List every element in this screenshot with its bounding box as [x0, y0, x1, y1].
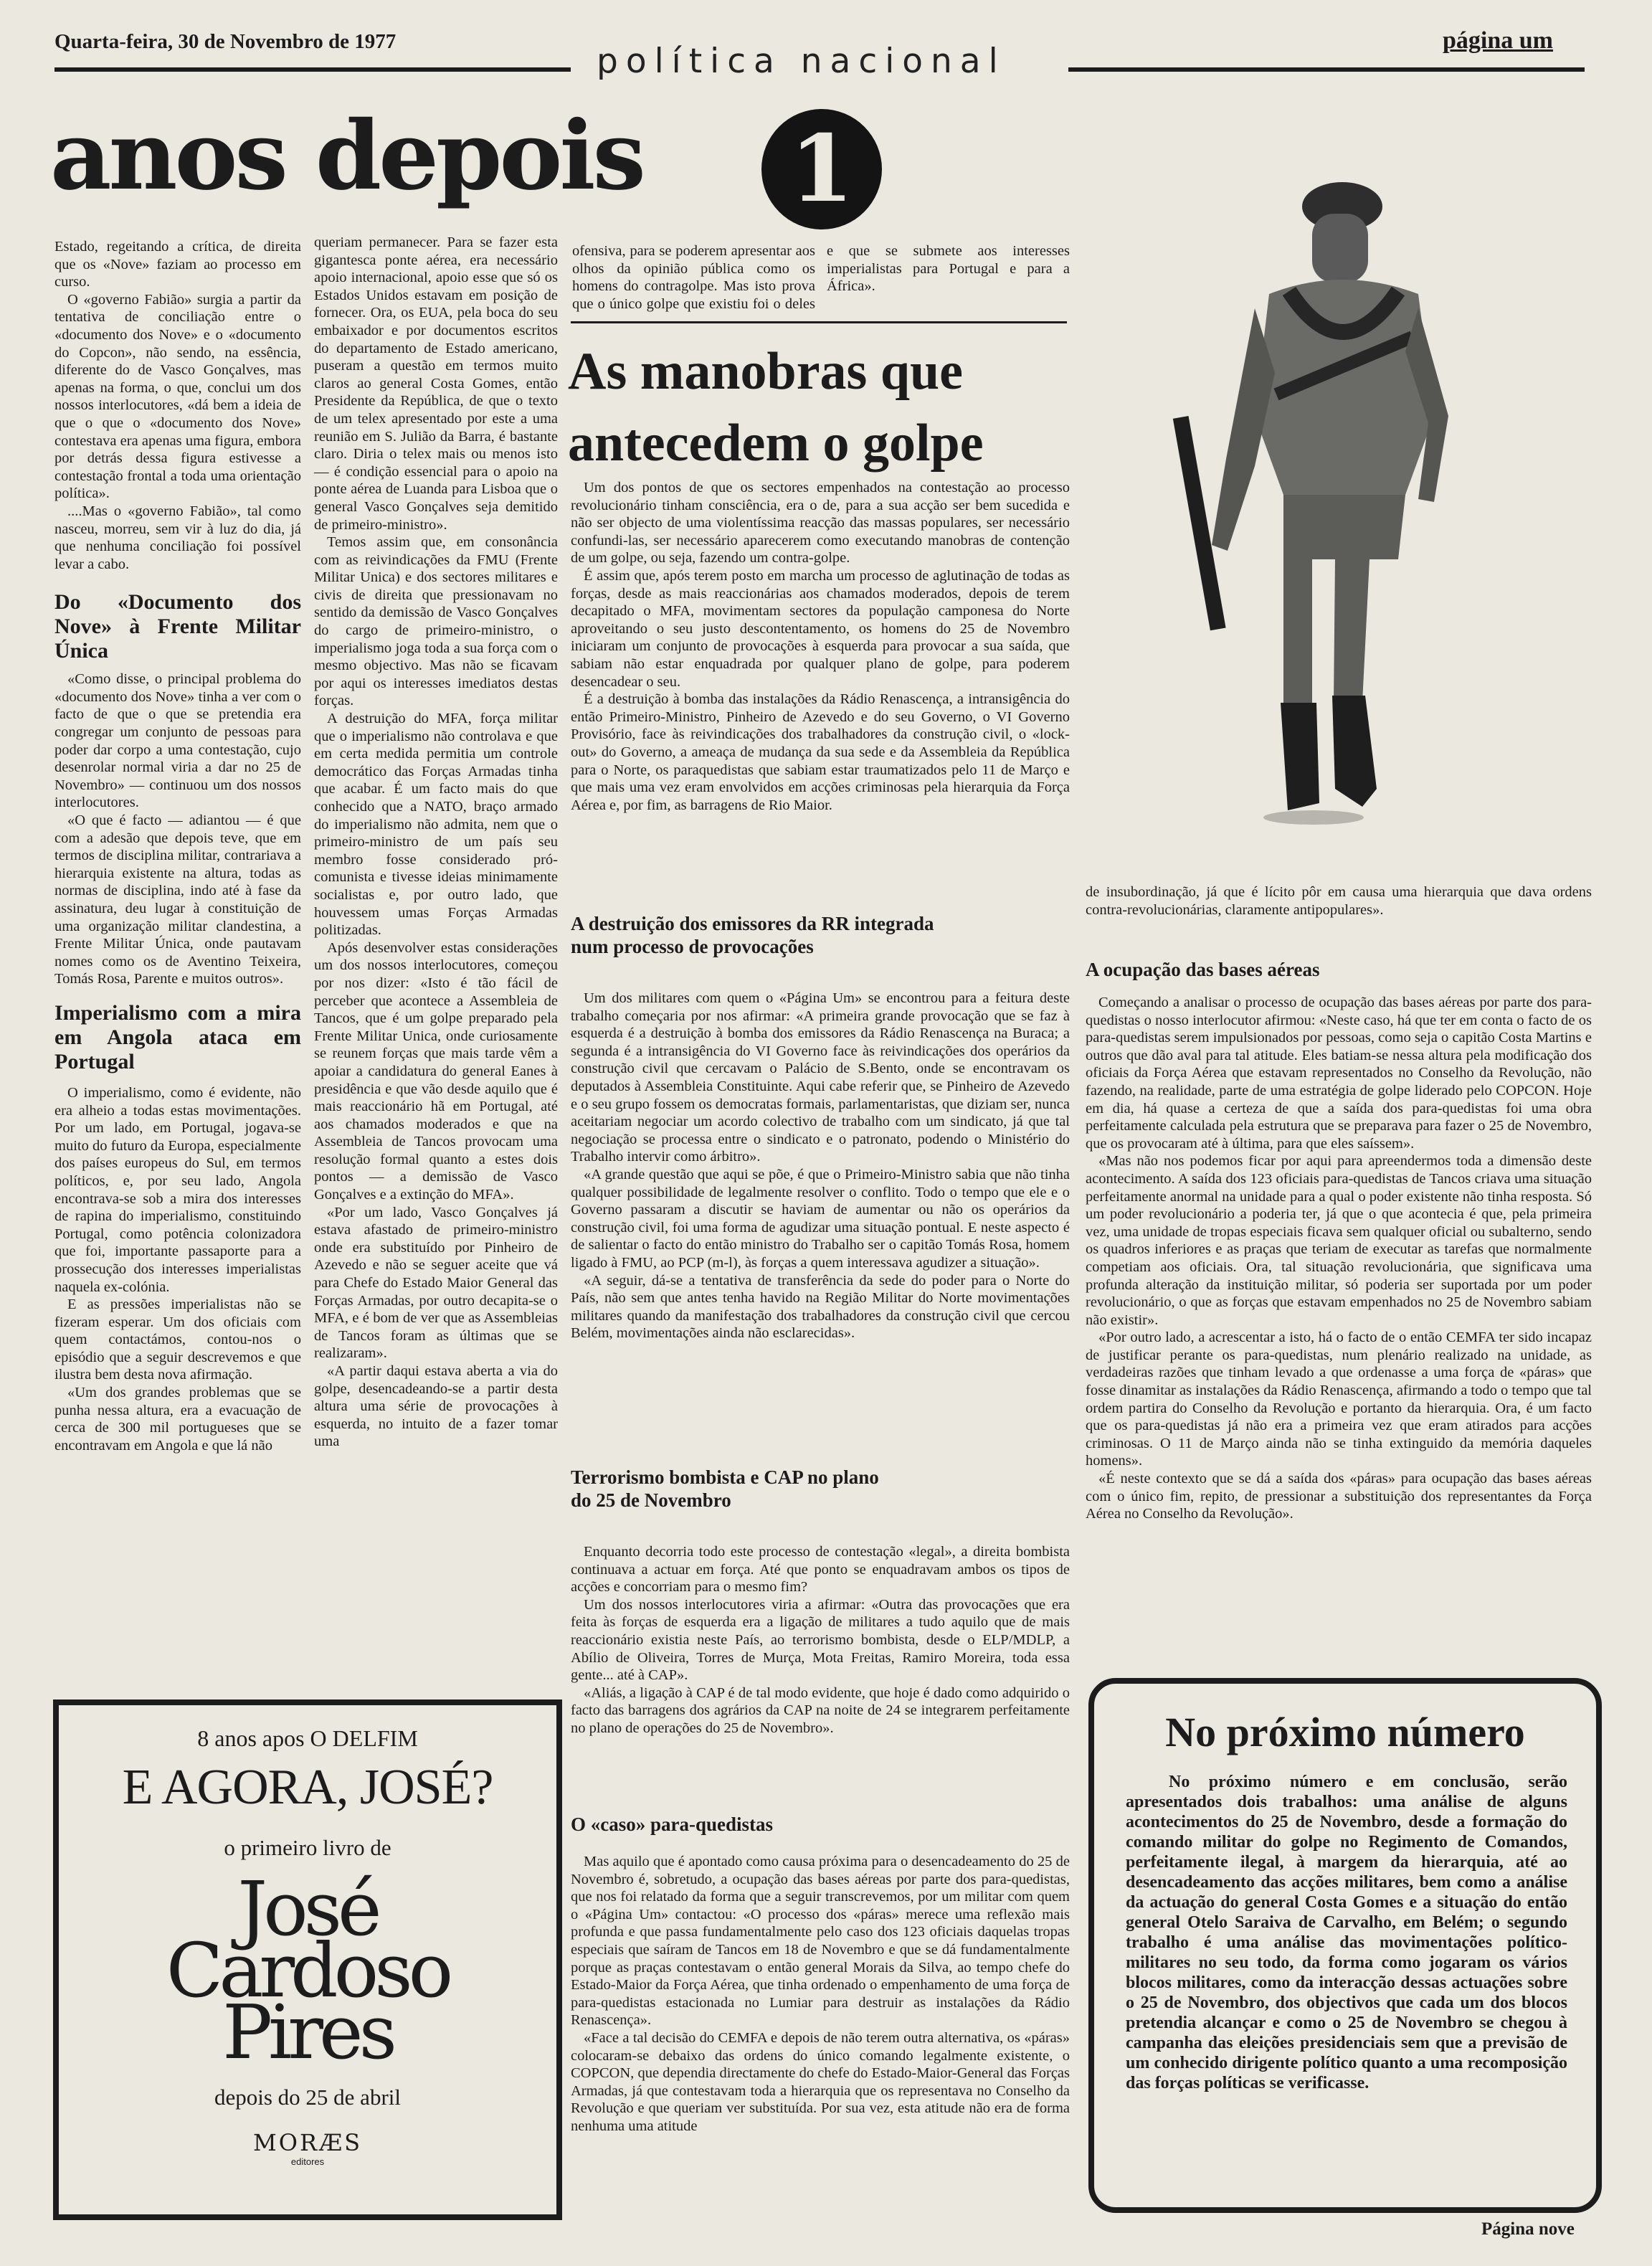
section-title: política nacional [597, 42, 1006, 81]
column-3-top [572, 242, 1070, 313]
next-issue-box [1088, 1678, 1602, 2213]
paragraph: «Um dos grandes problemas que se punha nessa altura, era a evacuação de cerca de 300 mil portugueses que se encontravam em Angola e que lá não [54, 1385, 301, 1454]
paragraph: «A seguir, dá-se a tentativa de transferência da sede do poder para o Norte do País, não sem que antes tenha havido na Região Militar do Norte movimentações militares quando da manifestação dos trabalhadores da construção civil que cercou Belém, movimentações ainda não esclarecidas». [571, 1272, 1070, 1342]
paragraph: E as pressões imperialistas não se fizeram esperar. Um dos oficiais com quem contactámos, contou-nos o episódio que a seguir descrevemos e que ilustra bem desta nova afirmação. [54, 1296, 301, 1383]
subheading: Do «Documento dos Nove» à Frente Militar Única [54, 590, 301, 663]
column-4-lead [1086, 883, 1592, 919]
paragraph: É assim que, após terem posto em marcha um processo de aglutinação de todas as forças, desde as mais reaccionárias aos chamados moderados, depois de terem decapitado o MFA, movimentam sectores da população camponesa do Norte aproveitando o seu justo descontentamento, os homens do 25 de Novembro iniciaram um conjunto de provocações à esquerda para provocar a sua saída, que sabiam não estar enquadrada por qualquer plano de golpe, para poderem desencadear o seu. [571, 567, 1070, 690]
advert-author [59, 1865, 556, 2076]
publisher-subtitle: editores [290, 2156, 325, 2167]
paragraph: Um dos militares com quem o «Página Um» se encontrou para a feitura deste trabalho começaria por nos afirmar: «A primeira grande provocação que se faz à esquerda é a destruição à bomba dos emissores da Rádio Renascença na Buraca; a segunda é a intransigência do VI Governo face às reivindicações dos operários da construção civil que cercavam o Palácio de S.Bento, onde se encontravam os deputados à Assembleia Constituinte. Aqui cabe referir que, se Pinheiro de Azevedo e o seu grupo fossem os democratas formais, parlamentaristas, que diziam ser, nunca aceitariam negociar um acordo colectivo de trabalho com um sindicato, já que tal negociação se processa entre o sindicato e o patronato, podendo o Ministério do Trabalho intervir como árbitro». [571, 990, 1070, 1165]
paragraph: «Aliás, a ligação à CAP é de tal modo evidente, que hoje é dado como adquirido o facto das barragens dos agrários da CAP na noite de 24 se integrarem perfeitamente no plano de operações do 25 de Novembro». [571, 1684, 1070, 1736]
article-divider [571, 321, 1067, 323]
paragraph: «Como disse, o principal problema do «documento dos Nove» tinha a ver com o facto de que o que se pretendia era congregar um conjunto de pessoas para poder dar corpo a uma contestação, cujo desenrolar normal viria a dar no 25 de Novembro» — continuou um dos nossos interlocutores. [54, 671, 301, 811]
advert-book-title: E AGORA, JOSÉ? [122, 1760, 493, 1815]
paragraph: Enquanto decorria todo este processo de contestação «legal», a direita bombista continuava a actuar em força. Até que ponto se enquadravam ambos os tipos de acções e concorriam para o mesmo fim? [571, 1544, 1070, 1596]
paragraph: Após desenvolver estas considerações um dos nossos interlocutores, começou por nos dizer: «Isto é tão fácil de perceber que acontece a Assembleia de Tancos, que é um golpe preparado pela Frente Militar Unica, onde curiosamente se reunem forças que mais tarde vêm a apoiar a candidatura do general Eanes à presidência e que vão desde aquilo que é mais reaccionário hã em Portugal, até aos chamados moderados e que na Assembleia de Tancos provocam uma resolução formal quanto a estes dois pontos — a demissão de Vasco Gonçalves e a extinção do MFA». [314, 939, 558, 1203]
paragraph: «Mas não nos podemos ficar por aqui para apreendermos toda a dimensão deste acontecimento. A saída dos 123 oficiais para-quedistas de Tancos criava uma situação perfeitamente anormal na unidade para a qual o poder existente não tinha resposta. Só um poder revolucionário a poderia ter, já que o que acontecia é que, pela primeira vez, uma unidade de tropas especiais ficava sem qualquer oficial ou subalterno, sendo os quadros inferiores e as praças que teriam de executar as tarefas que normalmente competiam aos oficiais. Ora, tal situação revolucionária, que significava uma profunda alteração da instituição militar, só poderia ser suportada por um poder revolucionário, o que as forças que estavam empenhados no 25 de Novembro sabiam não existir». [1086, 1153, 1592, 1328]
paragraph: O imperialismo, como é evidente, não era alheio a todas estas movimentações. Por um lado, em Portugal, jogava-se muito do futuro da Europa, especialmente dos países europeus do Sul, em termos políticos, e, por seu lado, Angola encontrava-se sob a mira dos interesses de rapina do imperialismo, constituindo Portugal, como potência colonizadora que foi, importante passaporte para a prossecução dos interesses imperialistas naquela ex-colónia. [54, 1084, 301, 1295]
soldier-photo [1147, 158, 1520, 839]
paragraph: Mas aquilo que é apontado como causa próxima para o desencadeamento do 25 de Novembro é, sobretudo, a ocupação das bases aéreas por parte dos para-quedistas, que nos foi relatado da forma que a seguir transcrevemos, por um militar com quem o «Página Um» contactou: «O processo dos «páras» merece uma reflexão mais profunda e que passa fundamentalmente pelo caso dos 123 oficiais daquelas tropas especiais que saíram de Tancos em 18 de Novembro e que se dá fundamentalmente porque as praças contestavam o então general Morais da Silva, ao tempo chefe do Estado-Maior da Força Aérea, que tinha ordenado o empenhamento de uma força de para-quedistas estacionada no Lumiar para destruir as instalações da Rádio Renascença». [571, 1854, 1070, 2029]
paragraph: Um dos pontos de que os sectores empenhados na contestação ao processo revolucionário tinham consciência, era o de, para a sua acção ser bem sucedida e não ser objecto de uma violentíssima reacção das massas populares, ser necessário confundi-las, ser necessário aparecerem como executando manobras de contenção de um golpe, ou seja, fazendo um contra-golpe. [571, 480, 1070, 566]
paragraph: «A partir daqui estava aberta a via do golpe, desencadeando-se a partir desta altura uma série de provocações à esquerda, no intuito de a fazer tomar uma [314, 1363, 558, 1450]
page-label: página um [1443, 27, 1553, 54]
paragraph: ....Mas o «governo Fabião», tal como nasceu, morreu, sem vir à luz do dia, já que nenhuma conciliação foi possível levar a cabo. [54, 503, 301, 572]
publisher-logo: MORÆS [252, 2129, 363, 2156]
headline-number-badge: 1 [761, 109, 882, 229]
article-section-terror [571, 1543, 1070, 1738]
article-section-caso [571, 1853, 1070, 2135]
subheading: A ocupação das bases aéreas [1086, 959, 1320, 980]
paragraph: O «governo Fabião» surgia a partir da tentativa de conciliação entre o «documento dos Nove» e o «documento do Copcon», não sendo, na essência, diferente do de Vasco Gonçalves, mas apenas na forma, o que, conclui um dos nossos interlocutores, «dá bem a ideia de que o que o «documento dos Nove» contestava era apenas uma figura, embora por detrás dessa figura estivesse a contestação frontal a toda uma orientação política». [54, 291, 301, 502]
paragraph: queriam permanecer. Para se fazer esta gigantesca ponte aérea, era necessário apoio internacional, apoio esse que só os Estados Unidos estavam em posição de fornecer. Ora, os EUA, pela boca do seu embaixador e por documentos escritos do departamento de Estado americano, puseram a questão em termos muito claros ao general Costa Gomes, então Presidente da República, de que o texto de um telex apresentado por este a uma reunião em S. Julião da Barra, é bastante claro. Diria o telex mais ou menos isto — é condição essencial para o apoio na ponte aérea de Luanda para Lisboa que o general Vasco Gonçalves seja demitido de primeiro-ministro». [314, 234, 558, 533]
paragraph: Um dos nossos interlocutores viria a afirmar: «Outra das provocações que era feita às forças de esquerda era a ligação de militares a tudo aquilo que de mais reaccionário existia neste País, ao terrorismo bombista, desde o ELP/MDLP, a Abílio de Oliveira, Torres de Murça, Mota Freitas, Ramiro Moreira, toda essa gente... até à CAP». [571, 1596, 1070, 1684]
paragraph: «Por outro lado, a acrescentar a isto, há o facto de o então CEMFA ter sido incapaz de justificar perante os para-quedistas, num plenário realizado na unidade, as verdadeiras razões que tinham levado a que ordenasse a uma força de «páras» que fosse dinamitar as instalações da Rádio Renascença, afirmando a todo o tempo que tal ordem partira do Conselho da Revolução e portanto da hierarquia. Ora, é um facto que os para-quedistas já não era a primeira vez que eram atirados para acções criminosas. O 11 de Março ainda não se tinha extinguido da memória daqueles homens». [1086, 1329, 1592, 1469]
paragraph: ofensiva, para se poderem apresentar aos olhos da opinião pública como os homens do contragolpe. Mas isto prova que o único golpe que existiu foi o deles e que se submete aos interesses imperialistas para Portugal e para a África». [572, 243, 1070, 312]
advert-line: o primeiro livro de [224, 1835, 391, 1860]
book-advert [53, 1700, 562, 2220]
next-issue-body: No próximo número e em conclusão, serão apresentados dois trabalhos: uma análise de alguns acontecimentos do 25 de Novembro, desde a formação do comando militar do golpe no Regimento de Comandos, perfeitamente ilegal, à margem da hierarquia, até ao desencadeamento das acções militares, bem como a análise da actuação do general Costa Gomes e a situação do então general Otelo Saraiva de Carvalho, em Belém; o segundo trabalho é uma análise das movimentações político-militares no seu todo, da forma como jogaram os vários blocos militares, como da interacção dessas actuações sobre o 25 de Novembro, dos objectivos que cada um dos blocos pretendia alcançar e como o 25 de Novembro se chegou à campanha das eleições presidenciais sem que a previsão de um conhecido dirigente político quanto a uma recomposição das forças políticas se verificasse. [1126, 1773, 1567, 2092]
advert-line: depois do 25 de abril [214, 2085, 401, 2110]
paragraph: «Por um lado, Vasco Gonçalves já estava afastado de primeiro-ministro onde era substituído por Pinheiro de Azevedo e não se seguer aceite que vá para Chefe do Estado Maior General das Forças Armadas, por outro decapita-se o MFA, e é bom de ver que as Assembleias de Tancos foram as últimas que se realizaram». [314, 1204, 558, 1362]
article-title: As manobras que antecedem o golpe [568, 342, 984, 473]
paragraph: Temos assim que, em consonância com as reivindicações da FMU (Frente Militar Unica) e dos sectores militares e civis de direita que pressionavam no sentido da demissão de Vasco Gonçalves do cargo de primeiro-ministro, o imperialismo joga toda a sua força com o mesmo objectivo. Mas não se ficavam por aqui os interesses imediatos destas forças. [314, 534, 558, 709]
column-1 [54, 238, 301, 1454]
paragraph: É a destruição à bomba das instalações da Rádio Renascença, a intransigência do então Primeiro-Ministro, Pinheiro de Azevedo e do seu Governo, o VI Governo Provisório, face às reivindicações dos trabalhadores da construção civil, o «lock-out» do Governo, a ameaça de mudança da sua sede e da Assembleia da República para o Norte, os paraquedistas que sabiam estar traumatizados pelo 11 de Março e que mais uma vez eram envolvidos em acções criminosas pela hierarquia da Força Aérea e, por fim, as barragens de Rio Maior. [571, 691, 1070, 813]
advert-author-line: Pires [222, 1988, 393, 2076]
advert-line: 8 anos apos O DELFIM [197, 1725, 418, 1751]
advert-author-line: José [237, 1865, 378, 1953]
article-section-rr [571, 990, 1070, 1342]
paragraph: «Face a tal decisão do CEMFA e depois de não terem outra alternativa, os «páras» colocaram-se debaixo das ordens do único comando legalmente existente, o COPCON, que dependia directamente do chefe do Estado-Maior-General das Forças Armadas, já que contestavam toda a hierarquia que os representava no Conselho da Revolução e que queriam ver substituída. Por sua vez, esta atitude não era de forma nenhuma uma atitude [571, 2029, 1070, 2134]
next-issue-title: No próximo número [1165, 1709, 1525, 1755]
headline: anos depois [50, 100, 643, 212]
header-rule-right [1068, 67, 1585, 72]
paragraph: «A grande questão que aqui se põe, é que o Primeiro-Ministro sabia que não tinha qualquer possibilidade de legalmente resolver o conflito. Todo o tempo que ele e o Governo passaram a discutir se haviam de aumentar ou não os operários da construção civil, foi uma forma de agudizar uma situação pontual. E neste aspecto é de salientar o facto do então ministro do Trabalho ser o capitão Tomás Rosa, homem ligado à FMU, ao PCP (m-l), às forças a quem interessava agudizer a situação». [571, 1166, 1070, 1271]
header-rule-left [54, 67, 571, 72]
subheading: O «caso» para-quedistas [571, 1814, 774, 1835]
paragraph: «É neste contexto que se dá a saída dos «páras» para ocupação das bases aéreas com o único fim, repito, de pressionar a substituição dos representantes da Força Aérea no Conselho da Revolução». [1086, 1471, 1592, 1522]
paragraph: Estado, regeitando a crítica, de direita que os «Nove» faziam ao processo em curso. [54, 239, 301, 290]
subheading: Imperialismo com a mira em Angola ataca em Portugal [54, 1000, 301, 1073]
advert-author-line: Cardoso [166, 1927, 450, 2014]
subheading: A destruição dos emissores da RR integrada num processo de provocações [571, 913, 934, 957]
paragraph: «O que é facto — adiantou — é que com a adesão que depois teve, que em termos de disciplina militar, contrariava a hierarquia existente na altura, todas as normas de disciplina, indo até à fase da assinatura, deu lugar à constituição de uma organização militar clandestina, a Frente Militar Única, onde pautavam nomes como os de Aventino Teixeira, Tomás Rosa, Parente e muitos outros». [54, 812, 301, 987]
paragraph: Começando a analisar o processo de ocupação das bases aéreas por parte dos para-quedistas o nosso interlocutor afirmou: «Neste caso, há que ter em conta o facto de os para-quedistas serem impulsionados por pessoas, como seja o capitão Costa Martins e outros que dão aval para tal atitude. Eles batiam-se nessa altura pela modificação dos oficiais da Força Aérea que estavam representados no Conselho da Revolução, não fazendo, na realidade, parte de uma estratégia de golpe liderado pelo COPCON. Hoje em dia, há quase a certeza de que a saída dos para-quedistas foi uma obra perfeitamente calculada pela estrutura que se preparava para fazer o 25 de Novembro, que os provocaram até à última, para que eles saíssem». [1086, 995, 1592, 1152]
page-footer: Página nove [1481, 2219, 1575, 2239]
paragraph: de insubordinação, já que é lícito pôr em causa uma hierarquia que dava ordens contra-revolucionárias, claramente antipopulares». [1086, 884, 1592, 918]
subheading: Terrorismo bombista e CAP no plano do 25 de Novembro [571, 1466, 879, 1511]
paragraph: A destruição do MFA, força militar que o imperialismo não controlava e que em certa medida permitia um controle democrático das Forças Armadas tinha que acabar. É um facto mais do que conhecido que a NATO, braço armado do imperialismo não admita, nem que o primeiro-ministro de um país seu membro fosse considerado pró-comunista e tivesse ideias minimamente socialistas e, por outro lado, que houvessem umas Forças Armadas politizadas. [314, 711, 558, 939]
issue-date: Quarta-feira, 30 de Novembro de 1977 [54, 30, 397, 53]
article-intro [571, 479, 1070, 814]
column-4-bases [1086, 994, 1592, 1523]
column-2 [314, 234, 558, 1451]
